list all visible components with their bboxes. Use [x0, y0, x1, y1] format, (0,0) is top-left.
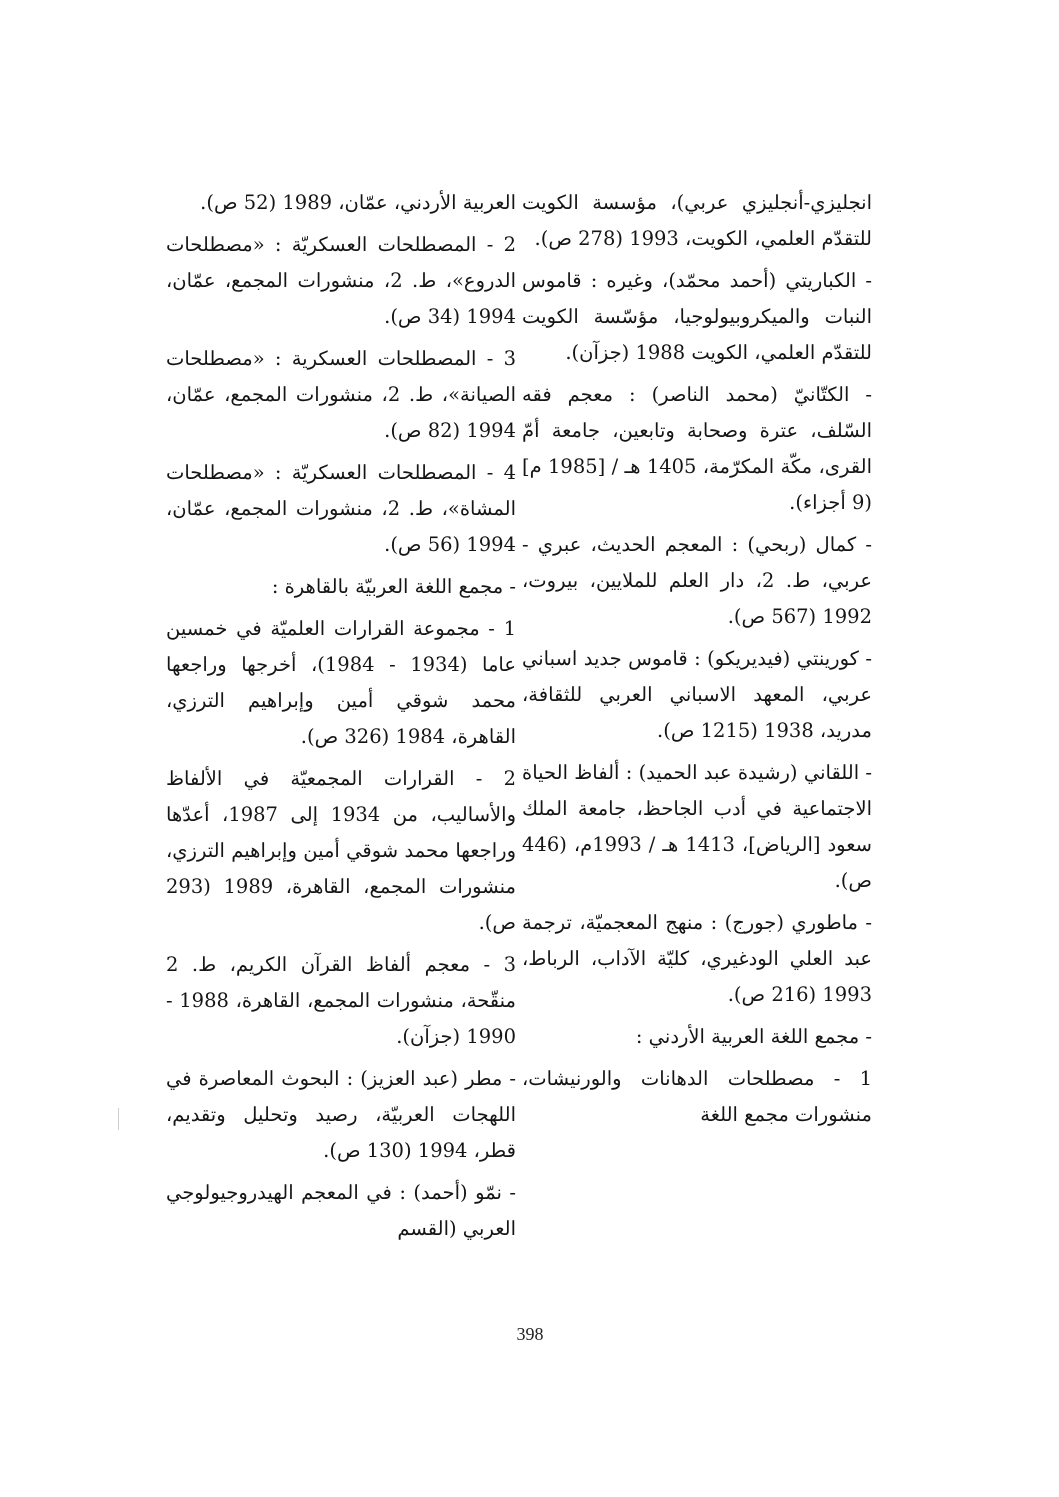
list-item: - ماطوري (جورج) : منهج المعجميّة، ترجمة عبد العلي الودغيري، كليّة الآداب، الرباط، 1993 (216 ص). [522, 911, 872, 1006]
section-heading: - مجمع اللغة العربية الأردني : [635, 1025, 872, 1048]
margin-mark [118, 1108, 119, 1130]
list-item: - كورينتي (فيديريكو) : قاموس جديد اسباني عربي، المعهد الاسباني العربي للثقافة، مدريد، 1938 (1215 ص). [522, 647, 872, 742]
list-item: 3 - معجم ألفاظ القرآن الكريم، ط. 2 منقّحة، منشورات المجمع، القاهرة، 1988 - 1990 (جزآن). [166, 953, 516, 1048]
list-item: انجليزي-أنجليزي عربي)، مؤسسة الكويت للتقدّم العلمي، الكويت، 1993 (278 ص). [522, 191, 872, 250]
list-item: 3 - المصطلحات العسكرية : «مصطلحات الصيانة»، ط. 2، منشورات المجمع، عمّان، 1994 (82 ص). [166, 347, 516, 442]
list-item: - الكباريتي (أحمد محمّد)، وغيره : قاموس النبات والميكروبيولوجيا، مؤسّسة الكويت للتقدّم العلمي، الكويت 1988 (جزآن). [522, 269, 872, 364]
left-column [166, 185, 516, 1253]
section-heading: - مجمع اللغة العربيّة بالقاهرة : [271, 575, 516, 598]
list-item: - مطر (عبد العزيز) : البحوث المعاصرة في اللهجات العربيّة، رصيد وتحليل وتقديم، قطر، 1994 (130 ص). [166, 1067, 516, 1162]
list-item: - نمّو (أحمد) : في المعجم الهيدروجيولوجي العربي (القسم [166, 1181, 516, 1240]
page-number: 398 [516, 1324, 544, 1344]
list-item: - كمال (ربحي) : المعجم الحديث، عبري - عربي، ط. 2، دار العلم للملايين، بيروت، 1992 (567 ص). [522, 533, 872, 628]
right-column [522, 185, 872, 1139]
list-item: - اللقاني (رشيدة عبد الحميد) : ألفاظ الحياة الاجتماعية في أدب الجاحظ، جامعة الملك سعود [الرياض]، 1413 هـ / 1993م، (446 ص). [522, 761, 872, 892]
list-item: العربية الأردني، عمّان، 1989 (52 ص). [200, 191, 516, 214]
list-item: 2 - القرارات المجمعيّة في الألفاظ والأساليب، من 1934 إلى 1987، أعدّها وراجعها محمد شوقي أمين وإبراهيم الترزي، منشورات المجمع، القاهرة، 1989 (293 ص). [166, 767, 516, 934]
list-item: 4 - المصطلحات العسكريّة : «مصطلحات المشاة»، ط. 2، منشورات المجمع، عمّان، 1994 (56 ص). [166, 461, 517, 556]
list-item: - الكتّانيّ (محمد الناصر) : معجم فقه السّلف، عترة وصحابة وتابعين، جامعة أمّ القرى، مكّة المكرّمة، 1405 هـ / [1985 م] (9 أجزاء). [522, 383, 872, 514]
list-item: 1 - مصطلحات الدهانات والورنيشات، منشورات مجمع اللغة [522, 1067, 872, 1126]
list-item: 2 - المصطلحات العسكريّة : «مصطلحات الدروع»، ط. 2، منشورات المجمع، عمّان، 1994 (34 ص). [166, 233, 516, 328]
list-item: 1 - مجموعة القرارات العلميّة في خمسين عاما (1934 - 1984)، أخرجها وراجعها محمد شوقي أمين وإبراهيم الترزي، القاهرة، 1984 (326 ص). [166, 617, 516, 748]
